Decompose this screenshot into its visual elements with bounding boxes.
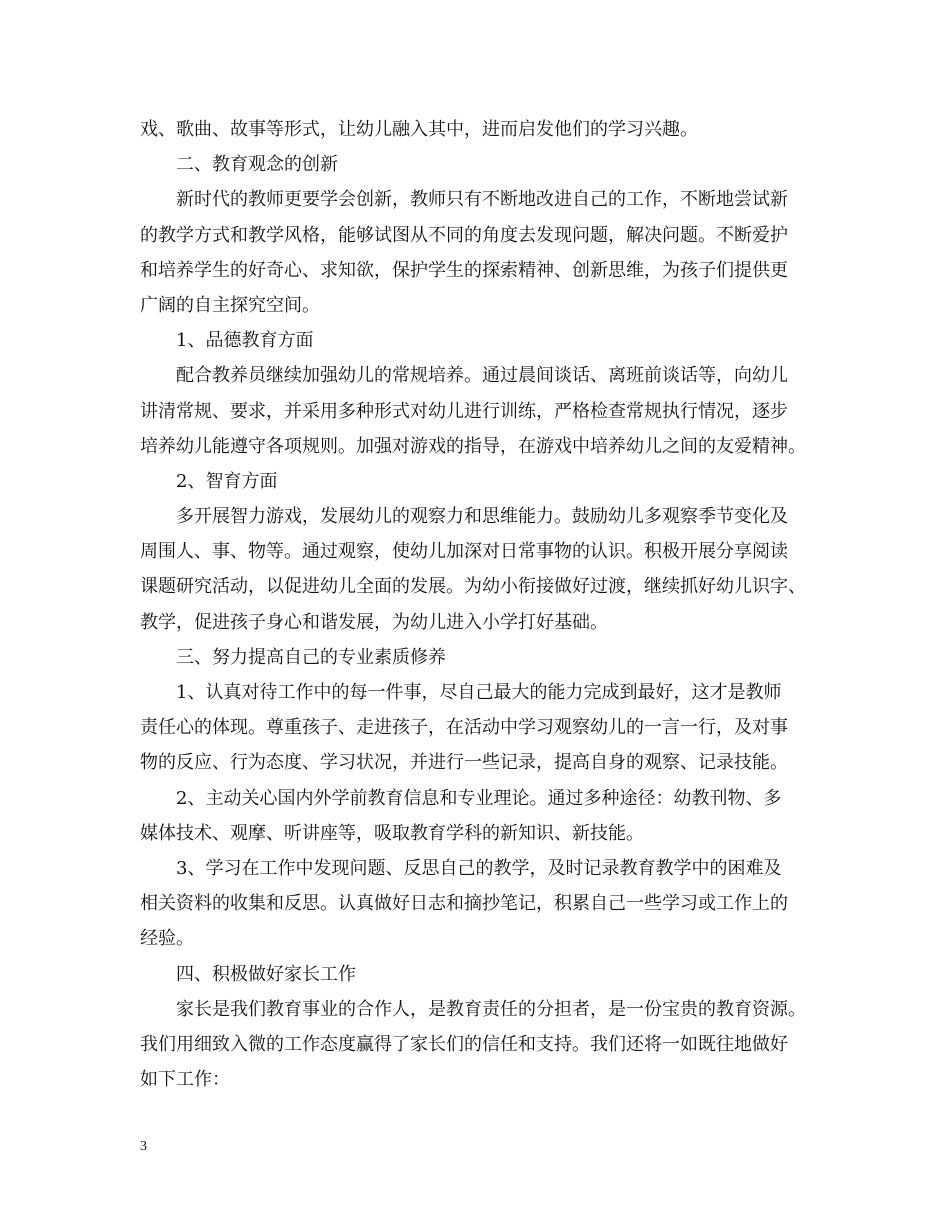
text-line: 媒体技术、观摩、听讲座等，吸取教育学科的新知识、新技能。 xyxy=(140,822,644,844)
text-line: 经验。 xyxy=(140,928,194,950)
text-line: 1、品德教育方面 xyxy=(176,330,314,352)
text-line: 讲清常规、要求，并采用多种形式对幼儿进行训练，严格检查常规执行情况，逐步 xyxy=(140,400,788,422)
text-line: 家长是我们教育事业的合作人，是教育责任的分担者，是一份宝贵的教育资源。 xyxy=(176,998,806,1020)
text-line: 周围人、事、物等。通过观察，使幼儿加深对日常事物的认识。积极开展分享阅读 xyxy=(140,541,788,563)
text-line: 2、主动关心国内外学前教育信息和专业理论。通过多种途径：幼教刊物、多 xyxy=(176,787,782,809)
text-line: 如下工作： xyxy=(140,1069,230,1091)
text-line: 的教学方式和教学风格，能够试图从不同的角度去发现问题，解决问题。不断爱护 xyxy=(140,224,788,246)
text-line: 戏、歌曲、故事等形式，让幼儿融入其中，进而启发他们的学习兴趣。 xyxy=(140,119,698,140)
text-line: 课题研究活动，以促进幼儿全面的发展。为幼小衔接做好过渡，继续抓好幼儿识字、 xyxy=(140,576,806,598)
text-line: 相关资料的收集和反思。认真做好日志和摘抄笔记，积累自己一些学习或工作上的 xyxy=(140,893,788,915)
text-line: 广阔的自主探究空间。 xyxy=(140,294,320,316)
text-line: 培养幼儿能遵守各项规则。加强对游戏的指导，在游戏中培养幼儿之间的友爱精神。 xyxy=(140,435,806,457)
text-line: 和培养学生的好奇心、求知欲，保护学生的探索精神、创新思维，为孩子们提供更 xyxy=(140,259,788,281)
text-line: 四、积极做好家长工作 xyxy=(176,963,356,985)
text-line: 物的反应、行为态度、学习状况，并进行一些记录，提高自身的观察、记录技能。 xyxy=(140,752,788,774)
text-line: 新时代的教师更要学会创新，教师只有不断地改进自己的工作，不断地尝试新 xyxy=(176,189,788,211)
document-body xyxy=(140,112,830,1097)
text-line: 配合教养员继续加强幼儿的常规培养。通过晨间谈话、离班前谈话等，向幼儿 xyxy=(176,365,788,387)
text-line: 我们用细致入微的工作态度赢得了家长们的信任和支持。我们还将一如既往地做好 xyxy=(140,1033,788,1055)
text-line: 3、学习在工作中发现问题、反思自己的教学，及时记录教育教学中的困难及 xyxy=(176,857,782,879)
text-line: 二、教育观念的创新 xyxy=(176,154,338,176)
text-line: 责任心的体现。尊重孩子、走进孩子，在活动中学习观察幼儿的一言一行，及对事 xyxy=(140,717,788,739)
page-number: 3 xyxy=(140,1139,147,1154)
text-line: 多开展智力游戏，发展幼儿的观察力和思维能力。鼓励幼儿多观察季节变化及 xyxy=(176,506,788,528)
text-line: 1、认真对待工作中的每一件事，尽自己最大的能力完成到最好，这才是教师 xyxy=(176,682,782,703)
text-line: 2、智育方面 xyxy=(176,470,278,492)
text-line: 教学，促进孩子身心和谐发展，为幼儿进入小学打好基础。 xyxy=(140,611,608,633)
text-line: 三、努力提高自己的专业素质修养 xyxy=(176,646,446,668)
